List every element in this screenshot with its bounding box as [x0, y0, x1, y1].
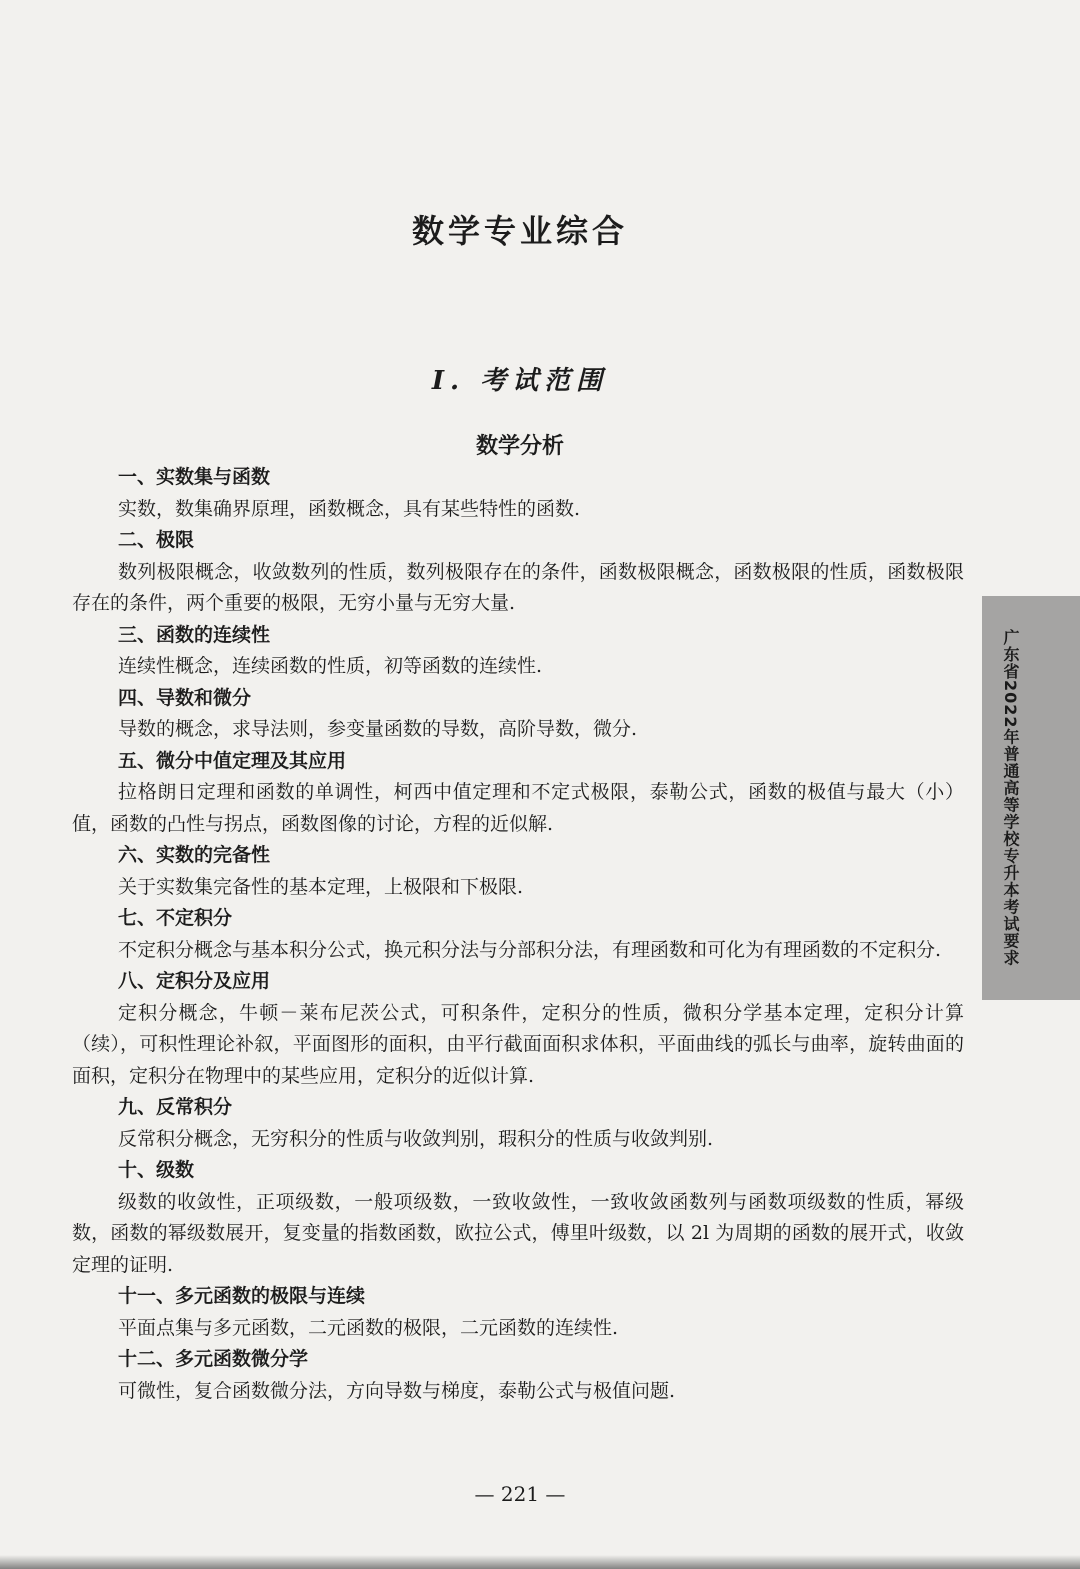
section-paragraph: 不定积分概念与基本积分公式，换元积分法与分部积分法，有理函数和可化为有理函数的不定积分.	[118, 938, 942, 961]
syllabus-content	[72, 462, 964, 1407]
syllabus-section	[72, 1344, 964, 1407]
side-tab-label: 广东省2022年普通高等学校专升本考试要求	[1001, 629, 1020, 967]
section-paragraph: 平面点集与多元函数，二元函数的极限，二元函数的连续性.	[118, 1316, 619, 1339]
section-paragraph: 实数，数集确界原理，函数概念，具有某些特性的函数.	[118, 497, 581, 520]
syllabus-section	[72, 1281, 964, 1344]
section-heading: 十二、多元函数微分学	[118, 1348, 309, 1370]
syllabus-section	[72, 462, 964, 525]
section-paragraph: 定积分概念，牛顿－莱布尼茨公式，可积条件，定积分的性质，微积分学基本定理，定积分计算（续），可积性理论补叙，平面图形的面积，由平行截面面积求体积，平面曲线的弧长与曲率，旋转曲面的面积，定积分在物理中的某些应用，定积分的近似计算.	[72, 1001, 964, 1087]
section-heading: 七、不定积分	[118, 907, 233, 929]
syllabus-section	[72, 1155, 964, 1281]
section-heading: 一、实数集与函数	[118, 466, 271, 488]
syllabus-section	[72, 525, 964, 620]
subsection-title: 数学分析	[475, 434, 564, 459]
syllabus-section	[72, 903, 964, 966]
section-paragraph: 导数的概念，求导法则，参变量函数的导数，高阶导数，微分.	[118, 718, 638, 740]
section-heading: 六、实数的完备性	[118, 844, 271, 866]
section-title: I. 考试范围	[431, 366, 609, 396]
section-heading: 四、导数和微分	[118, 686, 252, 709]
page-number: — 221 —	[474, 1482, 566, 1506]
section-paragraph: 数列极限概念，收敛数列的性质，数列极限存在的条件，函数极限概念，函数极限的性质，函数极限存在的条件，两个重要的极限，无穷小量与无穷大量.	[72, 560, 964, 614]
section-paragraph: 可微性，复合函数微分法，方向导数与梯度，泰勒公式与极值问题.	[118, 1379, 676, 1402]
syllabus-section	[72, 1092, 964, 1155]
section-heading: 三、函数的连续性	[118, 623, 271, 646]
page-title: 数学专业综合	[411, 212, 628, 250]
section-paragraph: 连续性概念，连续函数的性质，初等函数的连续性.	[118, 655, 543, 677]
section-heading: 八、定积分及应用	[118, 970, 271, 992]
section-heading: 九、反常积分	[118, 1096, 233, 1118]
section-paragraph: 级数的收敛性，正项级数，一般项级数，一致收敛性，一致收敛函数列与函数项级数的性质，幂级数，函数的幂级数展开，复变量的指数函数，欧拉公式，傅里叶级数，以 2l 为周期的函数的展开式，收敛定理的证明.	[72, 1190, 964, 1276]
syllabus-section	[72, 746, 964, 841]
section-heading: 十一、多元函数的极限与连续	[118, 1285, 366, 1307]
section-heading: 十、级数	[118, 1159, 195, 1181]
syllabus-section	[72, 840, 964, 903]
section-paragraph: 关于实数集完备性的基本定理，上极限和下极限.	[118, 875, 524, 898]
section-paragraph: 反常积分概念，无穷积分的性质与收敛判别，瑕积分的性质与收敛判别.	[118, 1127, 714, 1150]
syllabus-section	[72, 966, 964, 1092]
syllabus-section	[72, 620, 964, 683]
section-heading: 二、极限	[118, 529, 195, 551]
section-paragraph: 拉格朗日定理和函数的单调性，柯西中值定理和不定式极限，泰勒公式，函数的极值与最大（小）值，函数的凸性与拐点，函数图像的讨论，方程的近似解.	[72, 781, 964, 835]
section-heading: 五、微分中值定理及其应用	[118, 749, 347, 772]
scan-edge-shadow	[0, 1555, 1080, 1569]
syllabus-section	[72, 683, 964, 746]
